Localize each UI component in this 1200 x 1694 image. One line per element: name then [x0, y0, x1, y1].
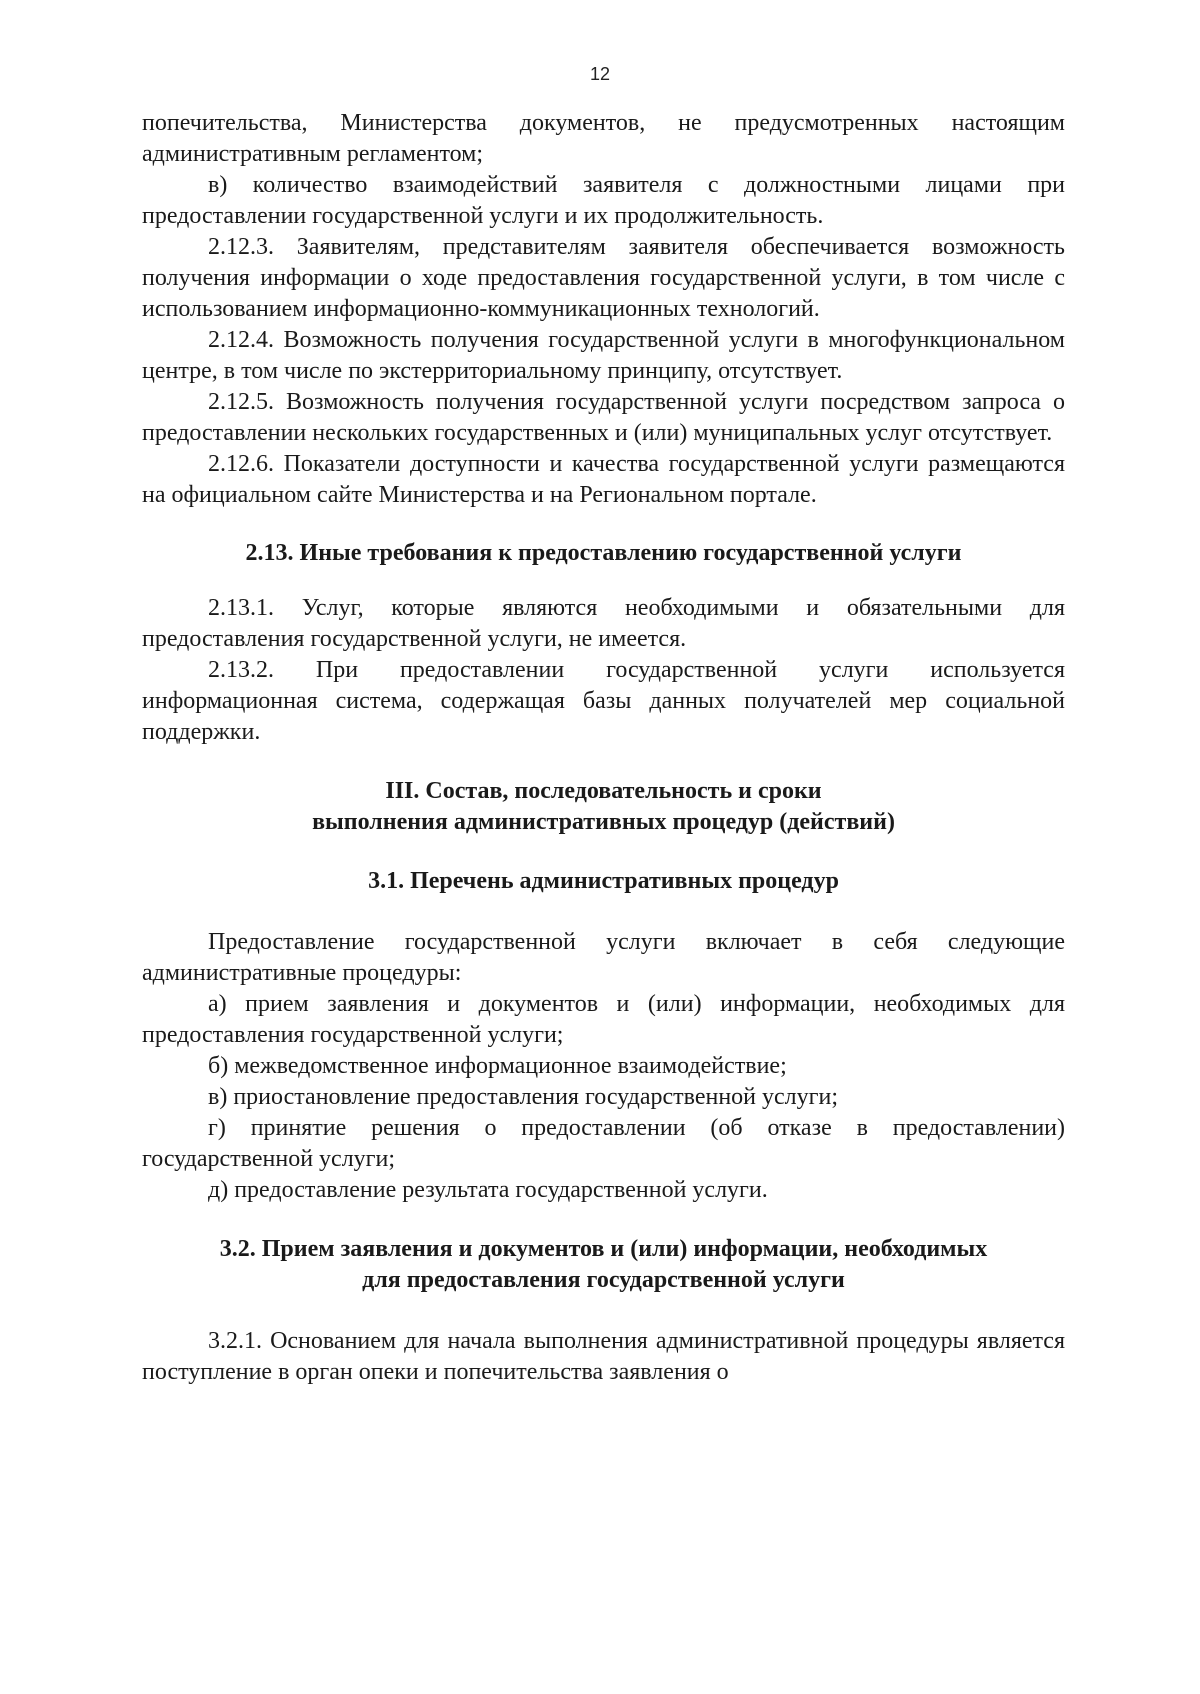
list-item-v: в) приостановление предоставления государственной услуги; — [208, 1084, 838, 1110]
paragraph-3-1-intro: Предоставление государственной услуги включает в себя следующие административные процедуры: — [142, 929, 1065, 986]
paragraph-3-2-1: 3.2.1. Основанием для начала выполнения административной процедуры является поступление в орган опеки и попечительства заявления о — [142, 1328, 1065, 1385]
heading-3-2-line1: 3.2. Прием заявления и документов и (или) информации, необходимых — [219, 1236, 988, 1262]
list-item-b: б) межведомственное информационное взаимодействие; — [208, 1053, 787, 1079]
paragraph-2-12-4: 2.12.4. Возможность получения государственной услуги в многофункциональном центре, в том числе по экстерриториальному принципу, отсутствует. — [142, 327, 1065, 384]
heading-3-2-line2: для предоставления государственной услуги — [362, 1267, 845, 1293]
list-item-v-interactions: в) количество взаимодействий заявителя с должностными лицами при предоставлении государственной услуги и их продолжительность. — [142, 172, 1065, 229]
heading-chapter-3-line1: III. Состав, последовательность и сроки — [385, 778, 822, 804]
list-item-g: г) принятие решения о предоставлении (об отказе в предоставлении) государственной услуги; — [142, 1115, 1065, 1172]
paragraph-continuation: попечительства, Министерства документов, не предусмотренных настоящим административным регламентом; — [142, 110, 1065, 167]
paragraph-2-12-5: 2.12.5. Возможность получения государственной услуги посредством запроса о предоставлении нескольких государственных и (или) муниципальных услуг отсутствует. — [142, 389, 1065, 446]
heading-3-1: 3.1. Перечень административных процедур — [368, 868, 839, 894]
list-item-a: а) прием заявления и документов и (или) информации, необходимых для предоставления государственной услуги; — [142, 991, 1065, 1048]
document-body — [142, 108, 1065, 1388]
list-item-d: д) предоставление результата государственной услуги. — [208, 1177, 768, 1203]
paragraph-2-13-2: 2.13.2. При предоставлении государственной услуги используется информационная система, содержащая базы данных получателей мер социальной поддержки. — [142, 657, 1065, 745]
heading-2-13: 2.13. Иные требования к предоставлению государственной услуги — [245, 540, 962, 566]
paragraph-2-12-3: 2.12.3. Заявителям, представителям заявителя обеспечивается возможность получения информации о ходе предоставления государственной услуги, в том числе с использованием информационно-коммуникационных технологий. — [142, 234, 1065, 322]
paragraph-2-12-6: 2.12.6. Показатели доступности и качества государственной услуги размещаются на официальном сайте Министерства и на Региональном портале. — [142, 451, 1065, 508]
paragraph-2-13-1: 2.13.1. Услуг, которые являются необходимыми и обязательными для предоставления государственной услуги, не имеется. — [142, 595, 1065, 652]
page-number: 12 — [589, 64, 611, 84]
heading-chapter-3-line2: выполнения административных процедур (действий) — [312, 809, 895, 835]
